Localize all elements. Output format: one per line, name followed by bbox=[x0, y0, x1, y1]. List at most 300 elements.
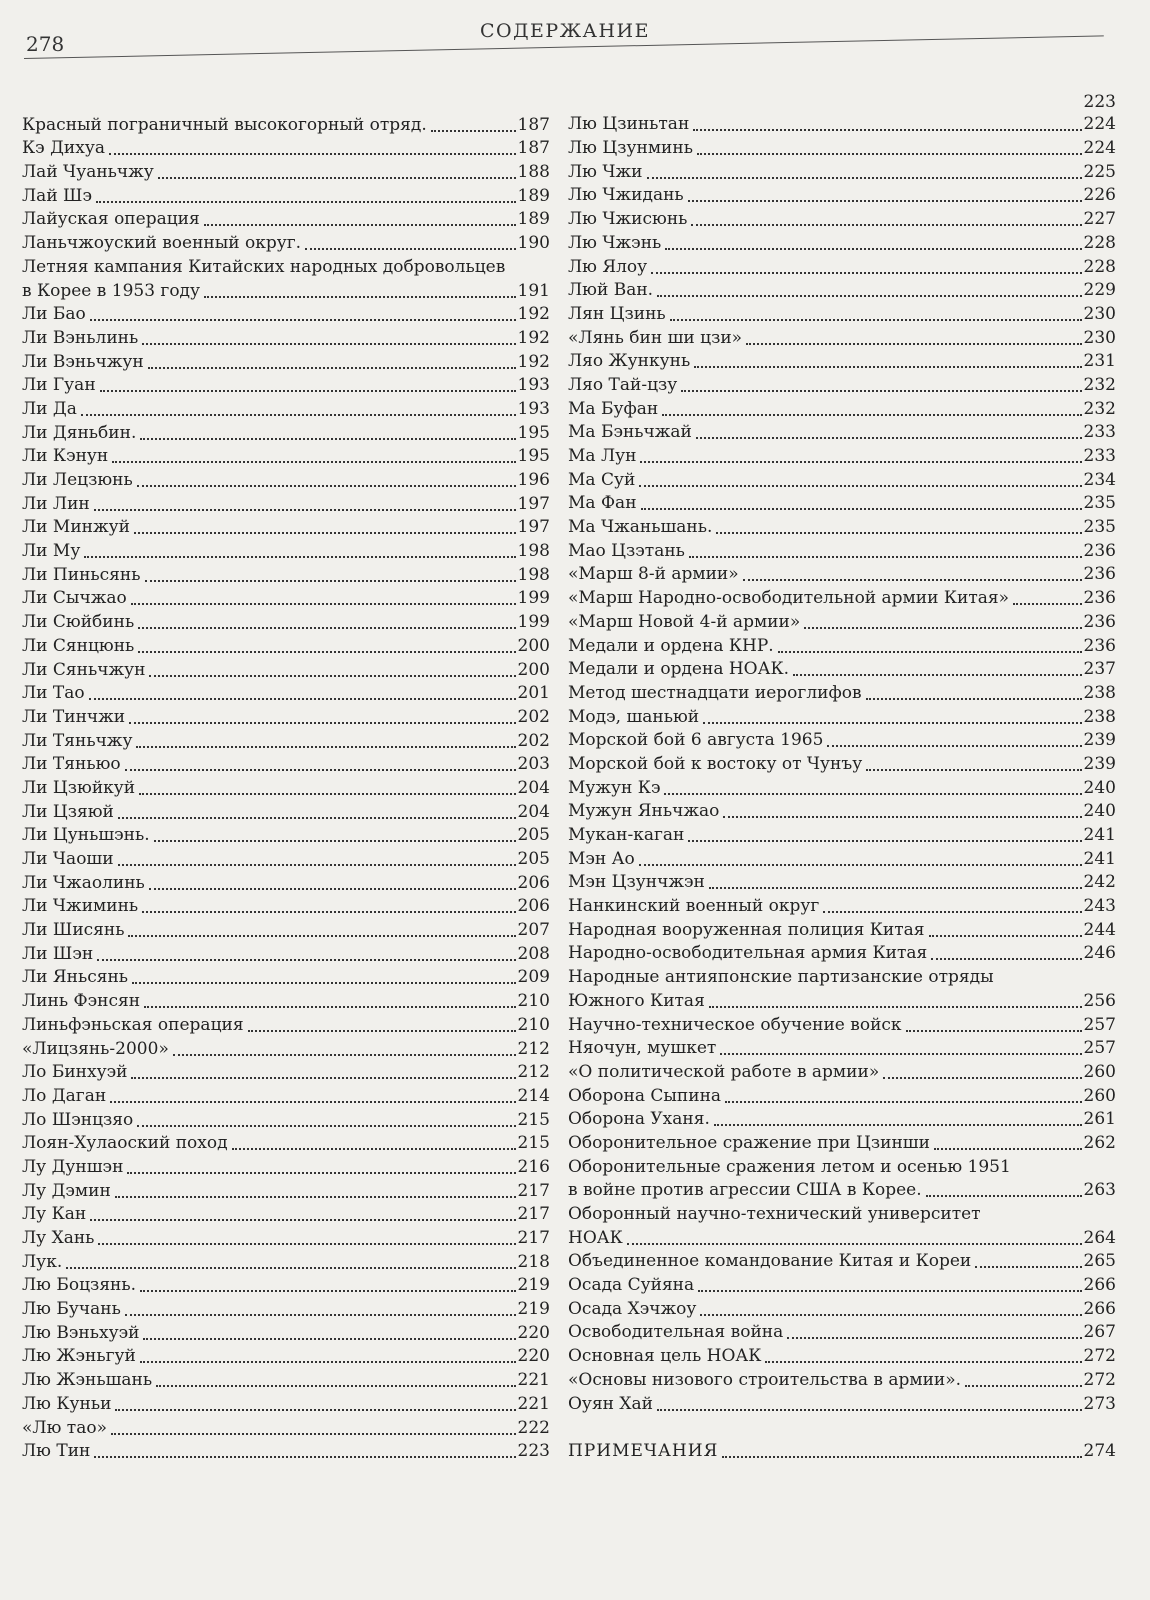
toc-page-number: 192 bbox=[517, 351, 550, 372]
toc-entry-title: Линь Фэнсян bbox=[22, 991, 141, 1012]
toc-entry-title: Морской бой 6 августа 1965 bbox=[568, 730, 824, 751]
toc-entry-title: Народно-освободительная армия Китая bbox=[568, 943, 928, 964]
toc-entry bbox=[568, 1059, 1116, 1083]
toc-leader-dots bbox=[746, 342, 1081, 345]
toc-entry-title: «Основы низового строительства в армии». bbox=[568, 1369, 962, 1390]
toc-leader-dots bbox=[97, 958, 515, 961]
toc-entry bbox=[22, 1107, 550, 1131]
toc-leader-dots bbox=[156, 1384, 515, 1387]
toc-entry-title: Линьфэньская операция bbox=[22, 1014, 244, 1035]
toc-entry bbox=[22, 728, 550, 752]
toc-entry-title: Ло Даган bbox=[22, 1085, 107, 1106]
toc-page-number: 274 bbox=[1083, 1440, 1116, 1461]
toc-entry bbox=[22, 207, 550, 231]
toc-page-number: 220 bbox=[517, 1346, 550, 1367]
toc-entry bbox=[568, 491, 1116, 515]
toc-page-number: 257 bbox=[1083, 1014, 1116, 1035]
toc-leader-dots bbox=[248, 1029, 516, 1032]
toc-entry-title: Лу Хань bbox=[22, 1228, 95, 1248]
toc-entry-title: Мао Цзэтань bbox=[568, 540, 685, 561]
toc-entry bbox=[22, 278, 550, 302]
toc-entry bbox=[568, 585, 1116, 609]
toc-entry-title: «Лю тао» bbox=[22, 1417, 107, 1438]
toc-entry bbox=[22, 657, 550, 681]
toc-entry-title: Ли Сюйбинь bbox=[22, 612, 135, 633]
toc-leader-dots bbox=[778, 650, 1082, 653]
toc-page-number: 232 bbox=[1083, 374, 1116, 395]
toc-leader-dots bbox=[131, 602, 516, 605]
toc-page-number: 198 bbox=[517, 541, 550, 562]
toc-entry bbox=[568, 799, 1116, 823]
toc-page-number: 221 bbox=[517, 1370, 550, 1391]
toc-page-number: 233 bbox=[1083, 422, 1116, 443]
toc-entry bbox=[22, 396, 550, 420]
toc-leader-dots bbox=[929, 934, 1082, 937]
toc-entry bbox=[22, 562, 550, 586]
toc-leader-dots bbox=[140, 1289, 516, 1292]
toc-page-number: 236 bbox=[1083, 635, 1116, 656]
toc-entry bbox=[22, 823, 550, 847]
toc-leader-dots bbox=[765, 1360, 1081, 1363]
toc-page-number: 196 bbox=[517, 470, 550, 490]
toc-entry bbox=[22, 538, 550, 562]
toc-leader-dots bbox=[132, 981, 515, 984]
toc-leader-dots bbox=[173, 1053, 516, 1056]
toc-leader-dots bbox=[641, 507, 1082, 510]
toc-entry bbox=[22, 775, 550, 799]
toc-page-number: 231 bbox=[1083, 351, 1116, 372]
toc-leader-dots bbox=[716, 531, 1081, 534]
toc-entry bbox=[568, 657, 1116, 681]
toc-entry-title: Ма Фан bbox=[568, 493, 637, 514]
toc-leader-dots bbox=[232, 1147, 516, 1150]
toc-leader-dots bbox=[81, 413, 516, 416]
toc-page-number: 238 bbox=[1083, 682, 1116, 703]
toc-page-number: 265 bbox=[1083, 1251, 1116, 1272]
toc-leader-dots bbox=[640, 460, 1081, 463]
toc-entry-title: Ма Бэньчжай bbox=[568, 422, 692, 443]
toc-entry-title: в Корее в 1953 году bbox=[22, 280, 201, 301]
toc-entry bbox=[22, 1131, 550, 1155]
toc-leader-dots bbox=[109, 152, 516, 155]
toc-entry bbox=[568, 467, 1116, 491]
toc-page-number: 232 bbox=[1083, 398, 1116, 419]
toc-left-column bbox=[22, 112, 550, 1462]
toc-entry-title: Красный пограничный высокогорный отряд. bbox=[22, 114, 427, 135]
toc-entry-title: Лай Шэ bbox=[22, 185, 92, 206]
toc-entry bbox=[568, 941, 1116, 965]
toc-page-number: 212 bbox=[517, 1038, 550, 1059]
toc-leader-dots bbox=[647, 176, 1082, 179]
toc-page-number: 225 bbox=[1083, 161, 1116, 182]
toc-entry bbox=[22, 586, 550, 610]
toc-leader-dots bbox=[118, 863, 516, 866]
toc-leader-dots bbox=[145, 579, 516, 582]
toc-entry-title: Ли Вэньлинь bbox=[22, 327, 139, 348]
toc-leader-dots bbox=[723, 815, 1081, 818]
toc-entry bbox=[568, 1296, 1116, 1320]
toc-leader-dots bbox=[112, 460, 515, 463]
toc-entry bbox=[568, 230, 1116, 254]
toc-entry-title: Медали и ордена КНР. bbox=[568, 635, 774, 656]
toc-entry-title: Ли Чжаолинь bbox=[22, 872, 145, 893]
toc-entry bbox=[22, 325, 550, 349]
toc-page-number: 209 bbox=[517, 967, 550, 988]
toc-entry-title: Лю Вэньхуэй bbox=[22, 1322, 140, 1343]
toc-leader-dots bbox=[664, 792, 1081, 795]
toc-entry bbox=[568, 1012, 1116, 1036]
toc-entry-title: Ли Цзяюй bbox=[22, 801, 114, 822]
toc-page-number: 204 bbox=[517, 777, 550, 798]
toc-entry bbox=[568, 538, 1116, 562]
toc-page-number: 195 bbox=[517, 422, 550, 443]
toc-page-number: 193 bbox=[517, 398, 550, 419]
toc-leader-dots bbox=[127, 1171, 515, 1174]
toc-leader-dots bbox=[681, 389, 1081, 392]
toc-entry bbox=[568, 728, 1116, 752]
toc-page-number: 244 bbox=[1083, 919, 1116, 940]
toc-page-number: 227 bbox=[1083, 209, 1116, 230]
toc-leader-dots bbox=[709, 886, 1082, 889]
toc-leader-dots bbox=[149, 887, 516, 890]
toc-entry-title: Лу Дэмин bbox=[22, 1180, 111, 1201]
toc-entry-title: Няочун, мушкет bbox=[568, 1038, 717, 1059]
toc-page-number: 240 bbox=[1083, 777, 1116, 798]
toc-leader-dots bbox=[1013, 602, 1082, 605]
toc-entry-title: Оборонный научно-технический университет bbox=[568, 1204, 981, 1224]
toc-entry bbox=[22, 444, 550, 468]
toc-leader-dots bbox=[118, 816, 516, 819]
toc-entry bbox=[568, 988, 1116, 1012]
toc-page-number: 236 bbox=[1083, 611, 1116, 632]
toc-entry bbox=[568, 609, 1116, 633]
toc-entry bbox=[568, 254, 1116, 278]
toc-leader-dots bbox=[115, 1408, 515, 1411]
toc-entry bbox=[22, 1367, 550, 1391]
toc-entry-title: Ли Шисянь bbox=[22, 920, 125, 941]
toc-leader-dots bbox=[90, 318, 516, 321]
toc-entry-title: Лю Цзунминь bbox=[568, 138, 693, 159]
toc-entry-title: «Марш Народно-освободительной армии Китая» bbox=[568, 588, 1009, 609]
toc-page-number: 236 bbox=[1083, 540, 1116, 561]
toc-page-number: 262 bbox=[1083, 1132, 1116, 1153]
toc-leader-dots bbox=[700, 1313, 1081, 1316]
toc-entry bbox=[568, 1130, 1116, 1154]
toc-leader-dots bbox=[94, 1455, 515, 1458]
toc-entry-title: Оборона Уханя. bbox=[568, 1109, 710, 1130]
toc-page-number: 215 bbox=[517, 1109, 550, 1130]
toc-entry bbox=[568, 1249, 1116, 1273]
toc-entry bbox=[568, 372, 1116, 396]
toc-page-number: 214 bbox=[517, 1085, 550, 1106]
toc-page-number: 206 bbox=[517, 896, 550, 917]
toc-entry bbox=[568, 159, 1116, 183]
toc-entry-title: Лю Чжэнь bbox=[568, 232, 662, 253]
toc-page-number: 272 bbox=[1083, 1346, 1116, 1367]
toc-entry-title: Мэн Ао bbox=[568, 848, 635, 869]
toc-entry-title: Ло Бинхуэй bbox=[22, 1062, 128, 1083]
toc-page-number: 205 bbox=[517, 849, 550, 869]
toc-leader-dots bbox=[138, 626, 515, 629]
toc-leader-dots bbox=[627, 1242, 1082, 1245]
toc-entry bbox=[568, 135, 1116, 159]
toc-entry-title: Модэ, шаньюй bbox=[568, 706, 700, 727]
toc-entry bbox=[22, 349, 550, 373]
toc-leader-dots bbox=[134, 531, 516, 534]
toc-page-number: 192 bbox=[517, 327, 550, 348]
toc-entry-title: Лю Чжи bbox=[568, 161, 643, 182]
toc-entry bbox=[22, 491, 550, 515]
toc-entry-title: Осада Хэчжоу bbox=[568, 1298, 697, 1319]
toc-entry bbox=[568, 775, 1116, 799]
toc-page-number: 219 bbox=[517, 1299, 550, 1320]
toc-page-number: 241 bbox=[1083, 825, 1116, 845]
toc-entry-title: Ма Суй bbox=[568, 469, 636, 490]
toc-entry bbox=[22, 183, 550, 207]
toc-page-number: 215 bbox=[517, 1133, 550, 1154]
toc-page-number: 188 bbox=[517, 162, 550, 183]
toc-leader-dots bbox=[158, 176, 516, 179]
toc-entry bbox=[22, 1439, 550, 1463]
toc-page-number: 257 bbox=[1083, 1038, 1116, 1059]
toc-leader-dots bbox=[688, 839, 1081, 842]
toc-entry-title: Лю Чжидань bbox=[568, 185, 684, 206]
toc-page-number: 223 bbox=[1083, 91, 1116, 112]
running-header-title: СОДЕРЖАНИЕ bbox=[480, 20, 650, 42]
toc-page-number: 201 bbox=[517, 683, 550, 704]
toc-entry bbox=[22, 894, 550, 918]
toc-entry-title: Ли Пиньсянь bbox=[22, 564, 141, 585]
toc-page-number: 235 bbox=[1083, 517, 1116, 538]
toc-page-number: 238 bbox=[1083, 706, 1116, 727]
toc-page-number: 207 bbox=[517, 920, 550, 941]
toc-leader-dots bbox=[691, 223, 1081, 226]
toc-page-number: 237 bbox=[1083, 659, 1116, 680]
toc-leader-dots bbox=[96, 200, 516, 203]
toc-leader-dots bbox=[934, 1147, 1082, 1150]
toc-leader-dots bbox=[149, 674, 515, 677]
toc-entry-title: Ли Сычжао bbox=[22, 588, 127, 609]
toc-leader-dots bbox=[131, 1076, 515, 1079]
toc-leader-dots bbox=[639, 863, 1082, 866]
toc-entry bbox=[568, 870, 1116, 894]
page-number: 278 bbox=[26, 32, 65, 56]
toc-entry bbox=[22, 609, 550, 633]
toc-entry-title: Научно-техническое обучение войск bbox=[568, 1014, 902, 1035]
toc-entry-title: Лай Чуаньчжу bbox=[22, 162, 154, 183]
toc-page-number: 239 bbox=[1083, 730, 1116, 751]
toc-entry-title: Ли Шэн bbox=[22, 943, 94, 964]
toc-entry bbox=[22, 870, 550, 894]
toc-leader-dots bbox=[140, 437, 515, 440]
toc-page-number: 230 bbox=[1083, 327, 1116, 348]
toc-entry-title: Лю Жэньгуй bbox=[22, 1346, 136, 1367]
toc-entry-title: Мужун Кэ bbox=[568, 777, 661, 798]
toc-entry bbox=[568, 704, 1116, 728]
toc-leader-dots bbox=[142, 342, 515, 345]
toc-entry-title: Ли Чаоши bbox=[22, 849, 114, 869]
toc-leader-dots bbox=[926, 1194, 1082, 1197]
toc-page-number: 230 bbox=[1083, 303, 1116, 324]
toc-entry-title: Ли Бао bbox=[22, 304, 86, 325]
toc-entry-title: Мужун Яньчжао bbox=[568, 801, 720, 822]
toc-entry-title: Лю Боцзянь. bbox=[22, 1275, 137, 1296]
toc-entry bbox=[568, 301, 1116, 325]
toc-entry bbox=[568, 846, 1116, 870]
toc-leader-dots bbox=[696, 436, 1082, 439]
toc-leader-dots bbox=[694, 365, 1081, 368]
toc-entry bbox=[568, 420, 1116, 444]
toc-entry-title: Лоян-Хулаоский поход bbox=[22, 1133, 228, 1154]
toc-leader-dots bbox=[137, 1124, 515, 1127]
toc-entry-line bbox=[568, 1201, 1116, 1225]
toc-leader-dots bbox=[431, 129, 516, 132]
toc-entry-title: Ли Да bbox=[22, 398, 77, 419]
toc-leader-dots bbox=[148, 366, 516, 369]
toc-page-number: 208 bbox=[517, 943, 550, 964]
toc-entry-title: Ли Тяньюо bbox=[22, 754, 121, 775]
toc-entry bbox=[568, 562, 1116, 586]
toc-entry-title: Южного Китая bbox=[568, 990, 705, 1011]
toc-entry bbox=[568, 1107, 1116, 1131]
toc-leader-dots bbox=[125, 1313, 516, 1316]
toc-entry bbox=[568, 1225, 1116, 1249]
toc-leader-dots bbox=[743, 578, 1082, 581]
toc-leader-dots bbox=[140, 1360, 516, 1363]
toc-entry bbox=[568, 822, 1116, 846]
toc-entry bbox=[568, 1083, 1116, 1107]
toc-entry bbox=[22, 846, 550, 870]
toc-entry bbox=[22, 230, 550, 254]
toc-entry-title: Морской бой к востоку от Чунъу bbox=[568, 753, 863, 774]
toc-entry-title: Осада Суйяна bbox=[568, 1275, 695, 1296]
toc-page-number: 195 bbox=[517, 446, 550, 467]
toc-entry bbox=[22, 752, 550, 776]
toc-page-number: 223 bbox=[517, 1441, 550, 1462]
toc-entry bbox=[568, 1391, 1116, 1415]
toc-page-number: 266 bbox=[1083, 1275, 1116, 1296]
toc-leader-dots bbox=[115, 1195, 516, 1198]
toc-entry-title: Оборона Сыпина bbox=[568, 1085, 722, 1106]
toc-page-number: 212 bbox=[517, 1062, 550, 1083]
toc-leader-dots bbox=[931, 957, 1081, 960]
toc-entry-title: Народные антияпонские партизанские отряды bbox=[568, 967, 994, 988]
toc-page-number: 189 bbox=[517, 209, 550, 230]
toc-page-number: 216 bbox=[517, 1156, 550, 1177]
toc-page-number: 189 bbox=[517, 185, 550, 206]
toc-entry bbox=[568, 514, 1116, 538]
toc-leader-dots bbox=[662, 413, 1081, 416]
toc-entry-title: в войне против агрессии США в Корее. bbox=[568, 1180, 922, 1201]
toc-leader-dots bbox=[657, 294, 1081, 297]
toc-entry-title: Лян Цзинь bbox=[568, 303, 666, 324]
toc-leader-dots bbox=[725, 1100, 1081, 1103]
toc-entry-title: Мукан-каган bbox=[568, 825, 685, 845]
toc-entry bbox=[22, 704, 550, 728]
toc-entry-line bbox=[568, 964, 1116, 988]
toc-entry-line bbox=[568, 1154, 1116, 1178]
toc-page-number: 222 bbox=[517, 1417, 550, 1438]
toc-page-number: 205 bbox=[517, 825, 550, 846]
toc-entry bbox=[22, 917, 550, 941]
toc-entry-title: Метод шестнадцати иероглифов bbox=[568, 682, 862, 703]
toc-entry-title: Ли Минжуй bbox=[22, 517, 130, 538]
toc-entry-title: Объединенное командование Китая и Кореи bbox=[568, 1251, 972, 1272]
toc-entry-title: Ло Шэнцзяо bbox=[22, 1109, 134, 1130]
toc-page-number: 190 bbox=[517, 233, 550, 254]
toc-leader-dots bbox=[98, 1242, 515, 1245]
toc-leader-dots bbox=[688, 199, 1082, 202]
toc-entry bbox=[568, 443, 1116, 467]
toc-entry-title: Ли Чжиминь bbox=[22, 896, 139, 917]
toc-entry-title: Ляо Жункунь bbox=[568, 351, 691, 372]
toc-page-number: 228 bbox=[1083, 256, 1116, 277]
toc-entry-title: Ли Гуан bbox=[22, 375, 96, 396]
toc-entry bbox=[22, 1202, 550, 1226]
toc-leader-dots bbox=[639, 484, 1081, 487]
toc-entry bbox=[22, 515, 550, 539]
toc-entry bbox=[22, 1036, 550, 1060]
toc-entry bbox=[22, 373, 550, 397]
toc-page-number: 191 bbox=[517, 280, 550, 301]
toc-page-number: 273 bbox=[1083, 1393, 1116, 1414]
toc-page-number: 243 bbox=[1083, 896, 1116, 917]
toc-entry bbox=[568, 1272, 1116, 1296]
toc-entry-title: Ли Дяньбин. bbox=[22, 422, 137, 443]
toc-entry bbox=[568, 1036, 1116, 1060]
toc-leader-dots bbox=[128, 934, 515, 937]
toc-entry bbox=[22, 1083, 550, 1107]
toc-leader-dots bbox=[204, 295, 516, 298]
toc-entry-title: Ли Тяньчжу bbox=[22, 730, 133, 751]
toc-leader-dots bbox=[866, 697, 1082, 700]
toc-leader-dots bbox=[720, 1052, 1081, 1055]
toc-entry-title: Ли Вэньчжун bbox=[22, 351, 144, 372]
toc-entry-title: Лю Жэньшань bbox=[22, 1370, 153, 1391]
toc-entry-title: Лю Тин bbox=[22, 1441, 91, 1462]
toc-page-number: 200 bbox=[517, 659, 550, 680]
toc-leader-dots bbox=[697, 152, 1082, 155]
toc-entry-title: Ма Чжаньшань. bbox=[568, 517, 713, 538]
toc-entry-title: Основная цель НОАК bbox=[568, 1346, 762, 1367]
toc-entry bbox=[22, 112, 550, 136]
toc-entry bbox=[568, 1178, 1116, 1202]
toc-entry bbox=[568, 893, 1116, 917]
toc-leader-dots bbox=[84, 555, 515, 558]
toc-page-number: 187 bbox=[517, 114, 550, 135]
toc-leader-dots bbox=[823, 910, 1081, 913]
toc-entry bbox=[568, 1343, 1116, 1367]
toc-entry-title: Медали и ордена НОАК. bbox=[568, 659, 790, 680]
toc-page-number: 217 bbox=[517, 1180, 550, 1201]
toc-entry-title: Ма Лун bbox=[568, 446, 637, 466]
toc-page-number: 242 bbox=[1083, 872, 1116, 893]
toc-entry bbox=[22, 1012, 550, 1036]
toc-leader-dots bbox=[689, 555, 1082, 558]
toc-leader-dots bbox=[138, 650, 515, 653]
toc-page-number: 218 bbox=[517, 1251, 550, 1272]
toc-entry-title: Лу Кан bbox=[22, 1204, 87, 1225]
toc-entry-title: Лю Чжисюнь bbox=[568, 209, 688, 230]
toc-entry-line bbox=[22, 254, 550, 278]
toc-entry bbox=[22, 136, 550, 160]
toc-entry bbox=[22, 1296, 550, 1320]
toc-entry-title: «Лянь бин ши цзи» bbox=[568, 327, 743, 348]
toc-leader-dots bbox=[142, 910, 515, 913]
toc-leader-dots bbox=[866, 768, 1081, 771]
toc-page-number: 198 bbox=[517, 564, 550, 585]
toc-entry bbox=[22, 633, 550, 657]
